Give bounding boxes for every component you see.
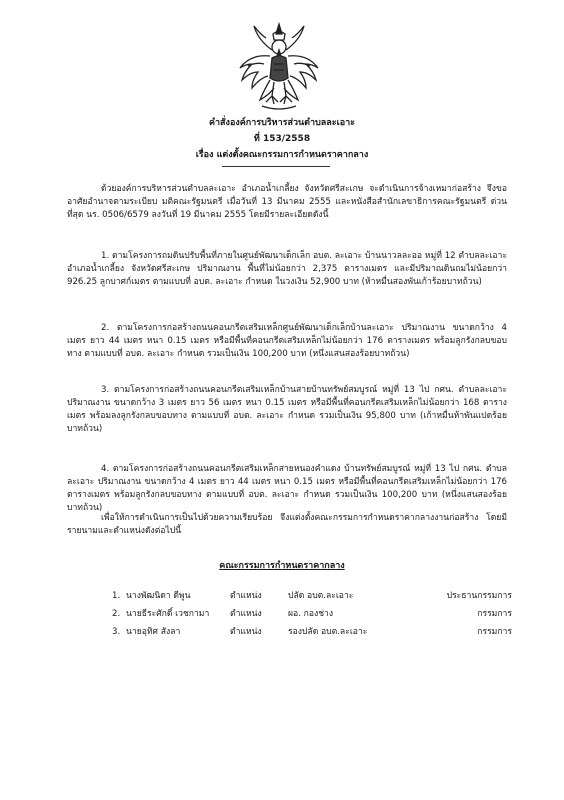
member-position: รองปลัด อบต.ละเอาะ <box>288 627 368 637</box>
member-position-label: ตำแหน่ง <box>230 591 262 601</box>
divider-line <box>222 166 330 167</box>
project-item-3: 3. ตามโครงการก่อสร้างถนนคอนกรีตเสริมเหล็กบ้านสายบ้านทรัพย์สมบูรณ์ หมู่ที่ 13 ไป กศน. ตำบลละเอาะ ปริมาณงาน ขนาดกว้าง 3 เมตร ยาว 56 เมตร หนา 0.15 เมตร หรือมีพื้นที่คอนกรีตเสริมเหล็กไม่น้อยกว่า 168 ตารางเมตร พร้อมลงลูกรังกลบขอบทาง ตามแบบที่ อบต. ละเอาะ กำหนด รวมเป็นเงิน 95,800 บาท (เก้าหมื่นห้าพันแปดร้อยบาทถ้วน) <box>67 385 507 434</box>
closing-paragraph: เพื่อให้การดำเนินการเป็นไปด้วยความเรียบร้อย จึงแต่งตั้งคณะกรรมการกำหนดราคากลางงานก่อสร้าง โดยมีรายนามและตำแหน่งดังต่อไปนี้ <box>67 513 507 536</box>
committee-member-row <box>112 590 512 605</box>
intro-paragraph: ด้วยองค์การบริหารส่วนตำบลละเอาะ อำเภอน้ำเกลี้ยง จังหวัดศรีสะเกษ จะดำเนินการจ้างเหมาก่อสร้าง จึงขออาศัยอำนาจตามระเบียบ มติคณะรัฐมนตรี เมื่อวันที่ 13 มีนาคม 2555 และหนังสือสำนักเลขาธิการคณะรัฐมนตรี ด่วนที่สุด นร. 0506/6579 ลงวันที่ 19 มีนาคม 2555 โดยมีรายละเอียดดังนี้ <box>67 184 507 220</box>
member-position: ปลัด อบต.ละเอาะ <box>288 591 354 601</box>
committee-member-row <box>112 626 512 641</box>
order-number: ที่ 153/2558 <box>253 134 311 144</box>
order-title: คำสั่งองค์การบริหารส่วนตำบลละเอาะ <box>208 118 356 128</box>
project-item-4: 4. ตามโครงการก่อสร้างถนนคอนกรีตเสริมเหล็กสายหนองคำแดง บ้านทรัพย์สมบูรณ์ หมู่ที่ 13 ไป กศน. ตำบลละเอาะ ปริมาณงาน ขนาดกว้าง 4 เมตร ยาว 44 เมตร หนา 0.15 เมตร หรือมีพื้นที่คอนกรีตเสริมเหล็กไม่น้อยกว่า 176 ตารางเมตร พร้อมลูกรังกลบขอบทาง ตามแบบที่ อบต. ละเอาะ กำหนด รวมเป็นเงิน 100,200 บาท (หนึ่งแสนสองร้อยบาทถ้วน) <box>67 464 507 513</box>
project-item-2: 2. ตามโครงการก่อสร้างถนนคอนกรีตเสริมเหล็กศูนย์พัฒนาเด็กเล็กบ้านละเอาะ ปริมาณงาน ขนาดกว้าง 4 เมตร ยาว 44 เมตร หนา 0.15 เมตร หรือมีพื้นที่คอนกรีตเสริมเหล็กไม่น้อยกว่า 176 ตารางเมตร พร้อมลูกรังกลบขอบทาง ตามแบบที่ อบต. ละเอาะ กำหนด รวมเป็นเงิน 100,200 บาท (หนึ่งแสนสองร้อยบาทถ้วน) <box>67 323 507 359</box>
project-item-1: 1. ตามโครงการถมดินปรับพื้นที่ภายในศูนย์พัฒนาเด็กเล็ก อบต. ละเอาะ บ้านนาวลละออ หมู่ที่ 12 ตำบลละเอาะ อำเภอน้ำเกลี้ยง จังหวัดศรีสะเกษ ปริมาณงาน พื้นที่ไม่น้อยกว่า 2,375 ตารางเมตร และมีปริมาณดินถมไม่น้อยกว่า 926.25 ลูกบาศก์เมตร ตามแบบที่ อบต. ละเอาะ กำหนด ในวงเงิน 52,900 บาท (ห้าหมื่นสองพันเก้าร้อยบาทถ้วน) <box>67 251 507 287</box>
member-number: 1. <box>112 591 121 601</box>
committee-member-row <box>112 608 512 623</box>
order-subject: เรื่อง แต่งตั้งคณะกรรมการกำหนดราคากลาง <box>195 150 369 160</box>
garuda-emblem-icon <box>236 20 322 116</box>
member-position-label: ตำแหน่ง <box>230 627 262 637</box>
member-role: กรรมการ <box>477 609 512 619</box>
member-number: 2. <box>112 609 121 619</box>
member-position: ผอ. กองช่าง <box>288 609 334 619</box>
member-role: กรรมการ <box>477 627 512 637</box>
member-role: ประธานกรรมการ <box>446 591 512 601</box>
member-name: นายธีระศักดิ์ เวชกามา <box>126 609 210 619</box>
committee-title: คณะกรรมการกำหนดราคากลาง <box>219 561 345 571</box>
member-name: นายอุทิศ สังลา <box>126 627 181 637</box>
member-position-label: ตำแหน่ง <box>230 609 262 619</box>
member-name: นางพัฒนิดา ดีพูน <box>126 591 191 601</box>
member-number: 3. <box>112 627 121 637</box>
